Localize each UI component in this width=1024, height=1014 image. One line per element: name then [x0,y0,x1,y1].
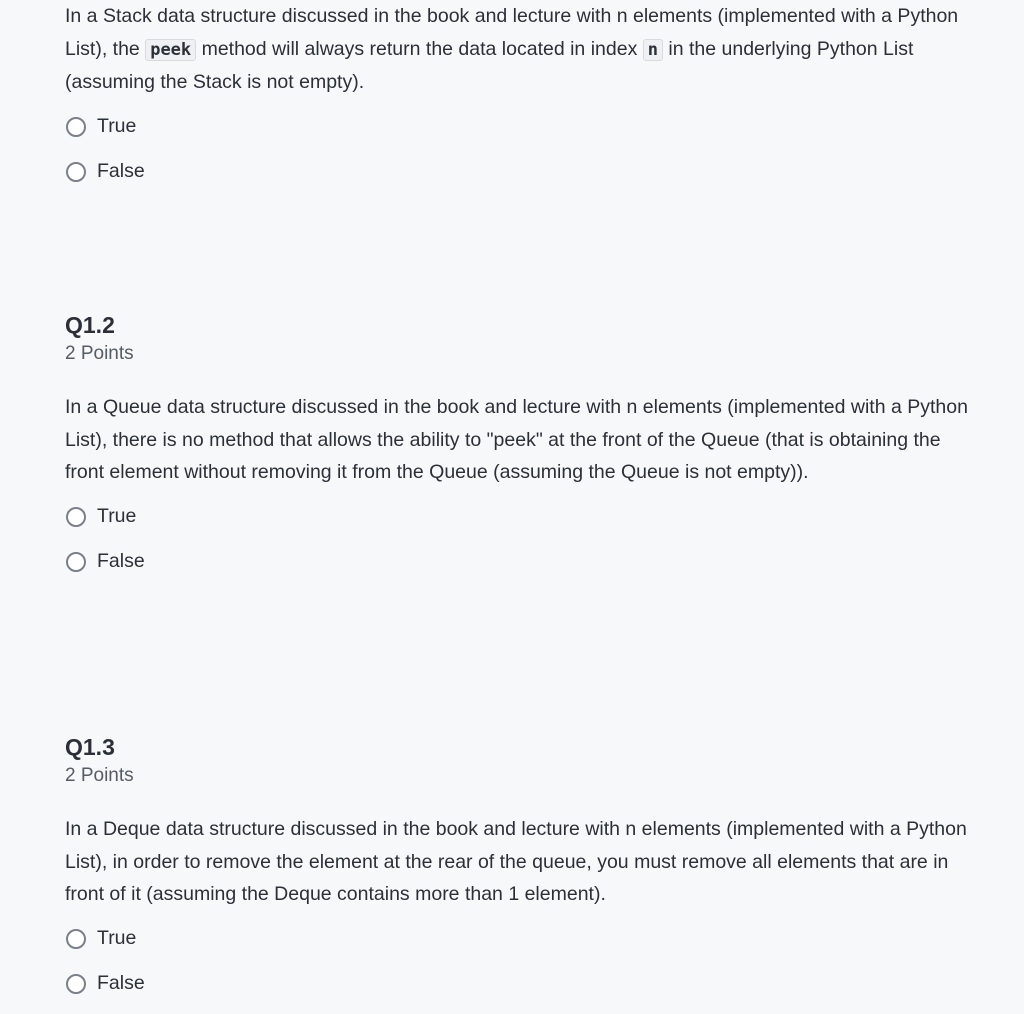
question-q1-3 [65,732,985,1014]
radio-button-icon[interactable] [66,162,86,182]
prompt-text: In a Stack data structure discussed in the book and lecture with n elements (implemented with a Python List), the [65,5,959,60]
option-label: True [97,115,137,137]
answer-options [65,924,985,999]
question-prompt: In a Queue data structure discussed in the book and lecture with n elements (implemented with a Python List), there is no method that allows the ability to "peek" at the front of the Queue (that is obtaining the front element without removing it from the Queue (assuming the Queue is not empty)). [65,396,968,483]
question-title: Q1.3 [65,734,115,760]
prompt-text: in the underlying Python List (assuming the Stack is not empty). [65,37,914,93]
option-true[interactable] [65,502,985,532]
question-q1-1 [65,0,985,202]
question-prompt [65,0,985,99]
option-label: True [97,505,137,527]
answer-options [65,112,985,187]
radio-button-icon[interactable] [66,974,86,994]
code-peek: peek [145,39,196,61]
answer-options [65,502,985,577]
option-false[interactable] [65,157,985,187]
question-title: Q1.2 [65,312,115,338]
option-false[interactable] [65,547,985,577]
option-true[interactable] [65,924,985,954]
option-label: True [97,927,137,949]
option-false[interactable] [65,969,985,999]
code-n: n [643,39,663,61]
option-label: False [97,550,145,572]
radio-button-icon[interactable] [66,507,86,527]
radio-button-icon[interactable] [66,117,86,137]
question-prompt: In a Deque data structure discussed in the book and lecture with n elements (implemented with a Python List), in order to remove the element at the rear of the queue, you must remove all elements that are in front of it (assuming the Deque contains more than 1 element). [65,818,967,905]
radio-button-icon[interactable] [66,552,86,572]
prompt-text: method will always return the data located in index [196,37,643,60]
option-true[interactable] [65,112,985,142]
question-points: 2 Points [65,343,134,364]
question-points: 2 Points [65,765,134,786]
question-q1-2 [65,310,985,592]
option-label: False [97,972,145,994]
option-label: False [97,160,145,182]
radio-button-icon[interactable] [66,929,86,949]
